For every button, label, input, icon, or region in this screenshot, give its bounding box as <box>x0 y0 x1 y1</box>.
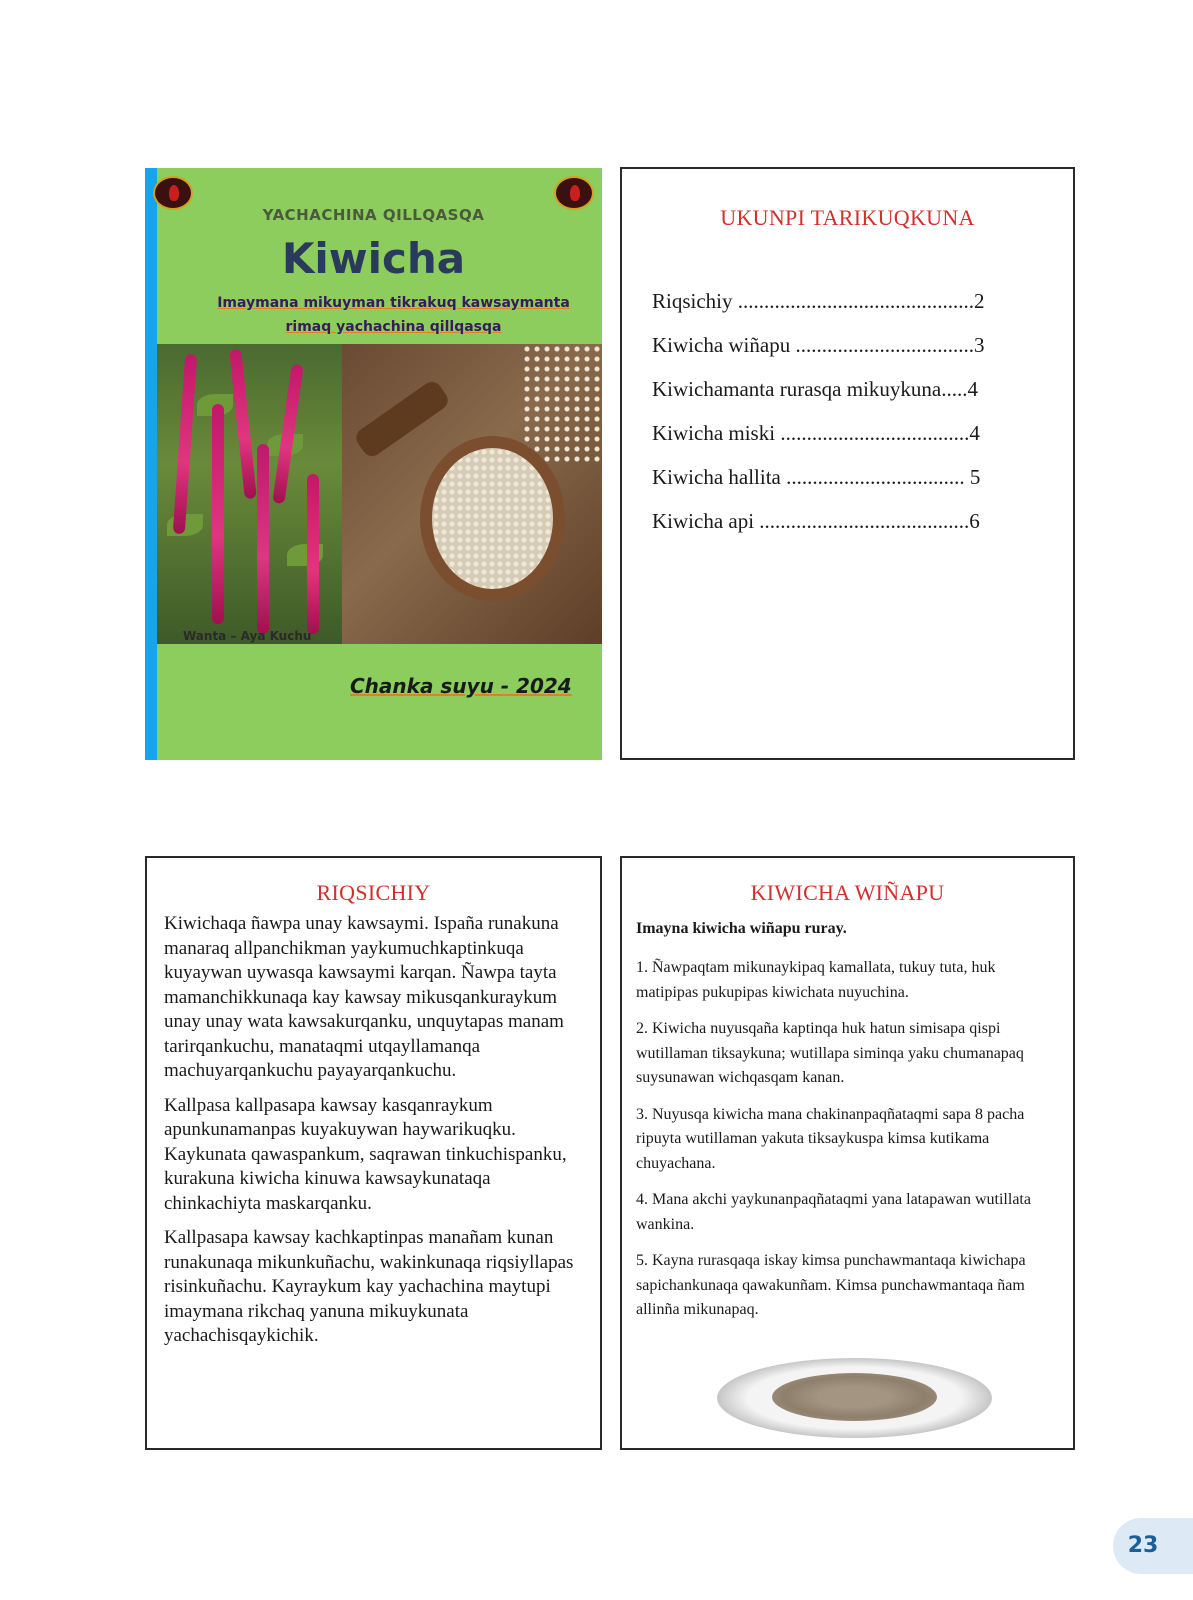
toc-item: Kiwicha api ........................................6 <box>652 509 980 533</box>
sprouting-step: 1. Ñawpaqtam mikunaykipaq kamallata, tukuy tuta, huk matipipas pukupipas kiwichata nuyuchina. <box>636 959 996 1001</box>
cover-description-line2: rimaq yachachina qillqasqa <box>285 319 502 335</box>
toc-item: Kiwichamanta rurasqa mikuykuna.....4 <box>652 377 978 401</box>
cover-description-line1: Imaymana mikuyman tikrakuq kawsaymanta <box>217 295 570 311</box>
cover-footer <box>350 674 572 698</box>
introduction-paragraph: Kiwichaqa ñawpa unay kawsaymi. Ispaña runakuna manaraq allpanchikman yaykumuchkaptinkuqa kuyaywan uywasqa kawsaymi karqan. Ñawpa tayta mamanchikkunaqa kay kawsay mikusqankuraykum unay unay wata kawsakurqanku, unquytapas manam tarirqankuchu, manataqmi utqayllamanqa machuyarqankuchu payayarqankuchu. <box>164 913 564 1081</box>
sprouting-step: 4. Mana akchi yaykunanpaqñataqmi yana latapawan wutillata wankina. <box>636 1191 1031 1233</box>
introduction-panel <box>145 856 602 1450</box>
sprouting-panel <box>620 856 1075 1450</box>
sprouting-step: 3. Nuyusqa kiwicha mana chakinanpaqñataqmi sapa 8 pacha ripuyta wutillaman yakuta tiksaykuspa kimsa kutikama chuyachana. <box>636 1105 1025 1172</box>
introduction-paragraph: Kallpasapa kawsay kachkaptinpas manañam kunan runakunaqa mikunkuñachu, wakinkunaqa riqsiyllapas risinkuñachu. Kayraykum kay yachachina maytupi imaymana rikchaq yanuna mikuykunata yachachisqaykichik. <box>164 1227 574 1346</box>
sprouting-step: 5. Kayna rurasqaqa iskay kimsa punchawmantaqa kiwichapa sapichankunaqa qawakunñam. Kimsa punchawmantaqa ñam allinña mikunapaq. <box>636 1252 1026 1318</box>
sprouting-title: KIWICHA WIÑAPU <box>750 880 945 905</box>
cover-title: Kiwicha <box>281 234 466 283</box>
toc-list <box>652 279 1052 543</box>
table-of-contents-panel <box>620 167 1075 760</box>
toc-title: UKUNPI TARIKUQKUNA <box>720 205 975 230</box>
introduction-body <box>147 906 600 1349</box>
toc-item: Riqsichiy .............................................2 <box>652 289 985 313</box>
grain-spoon-photo <box>342 344 602 644</box>
toc-item: Kiwicha wiñapu ..................................3 <box>652 333 985 357</box>
toc-item: Kiwicha miski ....................................4 <box>652 421 980 445</box>
sprouting-step: 2. Kiwicha nuyusqaña kaptinqa huk hatun simisapa qispi wutillaman tiksaykuna; wutillapa siminqa yaku chumanapaq suysunawan wichqasqam kanan. <box>636 1020 1024 1086</box>
book-cover <box>145 168 602 760</box>
introduction-paragraph: Kallpasa kallpasapa kawsay kasqanraykum apunkunamanpas kuyakuywan haywarikuqku. Kaykunata qawaspankum, saqrawan tinkuchispanku, kurakuna kiwicha kinuwa kawsaykunataqa chinkachiyta maskarqanku. <box>164 1094 567 1214</box>
logo-left-icon <box>153 176 193 210</box>
amaranth-plant-photo <box>157 344 342 644</box>
cover-description <box>195 291 592 339</box>
sprouts-plate-image <box>717 1358 992 1438</box>
toc-item: Kiwicha hallita .................................. 5 <box>652 465 981 489</box>
page-number: 23 <box>1113 1518 1193 1574</box>
cover-footer-text: Chanka suyu - 2024 <box>350 674 572 698</box>
introduction-title: RIQSICHIY <box>316 880 431 905</box>
logo-right-icon <box>554 176 594 210</box>
cover-subtitle: YACHACHINA QILLQASQA <box>262 206 485 224</box>
sprouting-lead: Imayna kiwicha wiñapu ruray. <box>636 920 847 937</box>
cover-author: Wanta – Aya Kuchu <box>183 629 312 643</box>
sprouting-steps <box>622 956 1073 1323</box>
